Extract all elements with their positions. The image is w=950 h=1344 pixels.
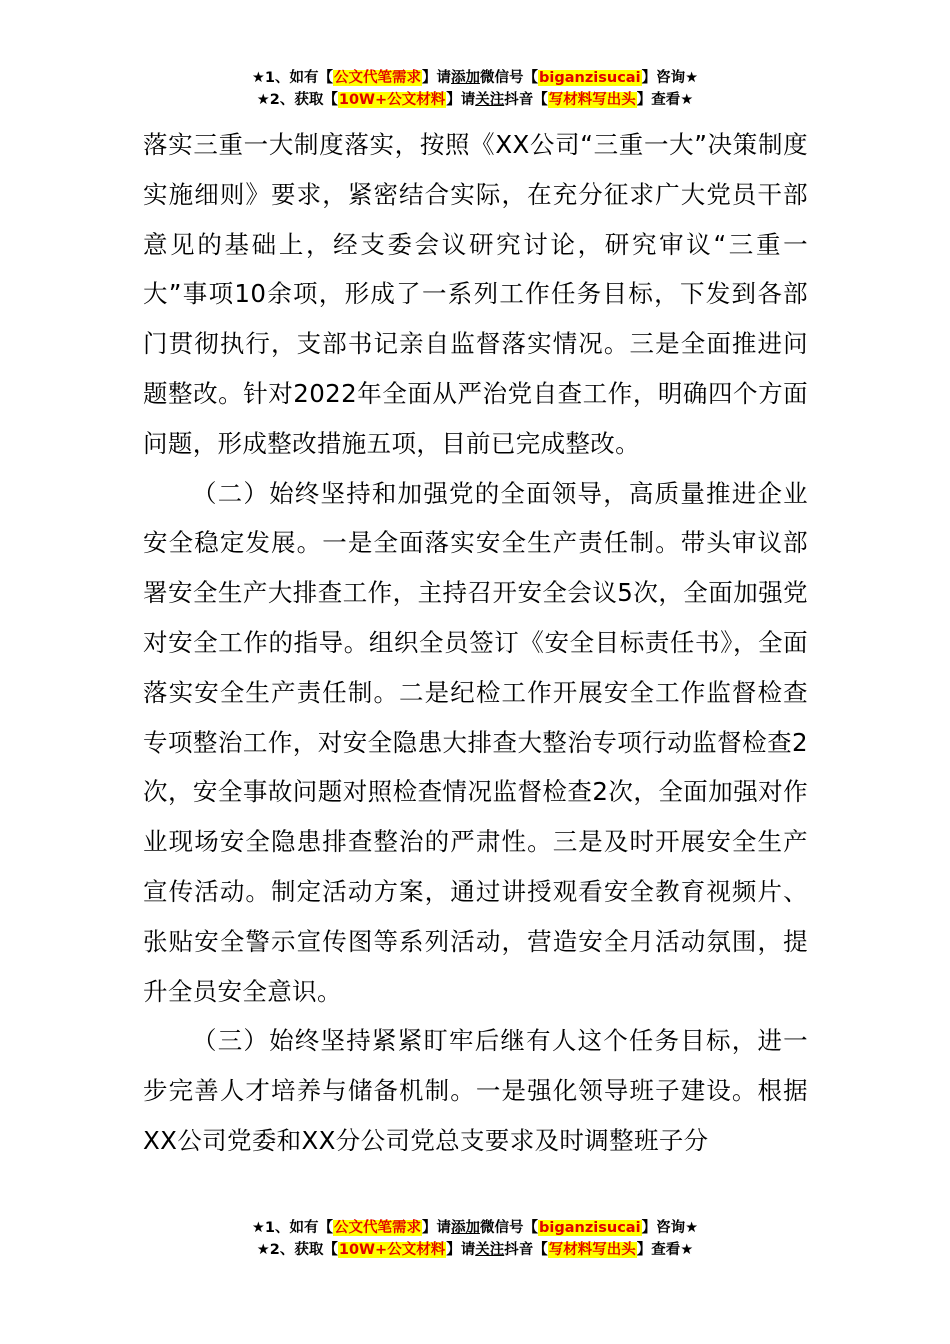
banner-highlight-service: 公文代笔需求 (334, 1220, 422, 1236)
banner-text: 微信号【 (480, 1220, 539, 1236)
banner-underline: 添加 (451, 1220, 481, 1236)
header-banner (0, 68, 950, 112)
banner-underline: 添加 (451, 70, 481, 86)
banner-text: ★2、获取【 (256, 1242, 338, 1258)
banner-underline: 关注 (475, 1242, 505, 1258)
banner-highlight-douyin: 写材料写出头 (548, 92, 636, 108)
banner-text: 】请 (446, 1242, 476, 1258)
paragraph-continued: 落实三重一大制度落实，按照《XX公司“三重一大”决策制度实施细则》要求，紧密结合实际，在充分征求广大党员干部意见的基础上，经支委会议研究讨论，研究审议“三重一大”事项10余项，形成了一系列工作任务目标，下发到各部门贯彻执行，支部书记亲自监督落实情况。三是全面推进问题整改。针对2022年全面从严治党自查工作，明确四个方面问题，形成整改措施五项，目前已完成整改。 (143, 130, 808, 458)
paragraph-section-2: （二）始终坚持和加强党的全面领导，高质量推进企业安全稳定发展。一是全面落实安全生产责任制。带头审议部署安全生产大排查工作，主持召开安全会议5次，全面加强党对安全工作的指导。组织全员签订《安全目标责任书》，全面落实安全生产责任制。二是纪检工作开展安全工作监督检查专项整治工作，对安全隐患大排查大整治专项行动监督检查2次，安全事故问题对照检查情况监督检查2次，全面加强对作业现场安全隐患排查整治的严肃性。三是及时开展安全生产宣传活动。制定活动方案，通过讲授观看安全教育视频片、张贴安全警示宣传图等系列活动，营造安全月活动氛围，提升全员安全意识。 (143, 478, 808, 1006)
banner-line-2 (0, 1240, 950, 1262)
banner-text: 】咨询★ (641, 1220, 699, 1236)
banner-text: 】查看★ (636, 92, 694, 108)
banner-highlight-douyin: 写材料写出头 (548, 1242, 636, 1258)
banner-text: 】请 (446, 92, 476, 108)
banner-text: 抖音【 (504, 1242, 548, 1258)
banner-line-1 (0, 1218, 950, 1240)
paragraph-section-3: （三）始终坚持紧紧盯牢后继有人这个任务目标，进一步完善人才培养与储备机制。一是强化领导班子建设。根据XX公司党委和XX分公司党总支要求及时调整班子分 (143, 1026, 808, 1155)
banner-text: ★1、如有【 (251, 1220, 334, 1236)
banner-text: 】请 (422, 1220, 452, 1236)
banner-highlight-wechat: biganzisucai (539, 1220, 641, 1236)
banner-highlight-materials: 10W+公文材料 (338, 1242, 446, 1258)
banner-line-2 (0, 90, 950, 112)
document-body (143, 120, 808, 1166)
banner-text: 】请 (422, 70, 452, 86)
banner-text: 】咨询★ (641, 70, 699, 86)
footer-banner (0, 1218, 950, 1262)
banner-highlight-service: 公文代笔需求 (334, 70, 422, 86)
banner-highlight-wechat: biganzisucai (539, 70, 641, 86)
banner-text: ★1、如有【 (251, 70, 334, 86)
banner-underline: 关注 (475, 92, 505, 108)
banner-text: 】查看★ (636, 1242, 694, 1258)
banner-line-1 (0, 68, 950, 90)
banner-highlight-materials: 10W+公文材料 (338, 92, 446, 108)
banner-text: 微信号【 (480, 70, 539, 86)
banner-text: ★2、获取【 (256, 92, 338, 108)
banner-text: 抖音【 (504, 92, 548, 108)
